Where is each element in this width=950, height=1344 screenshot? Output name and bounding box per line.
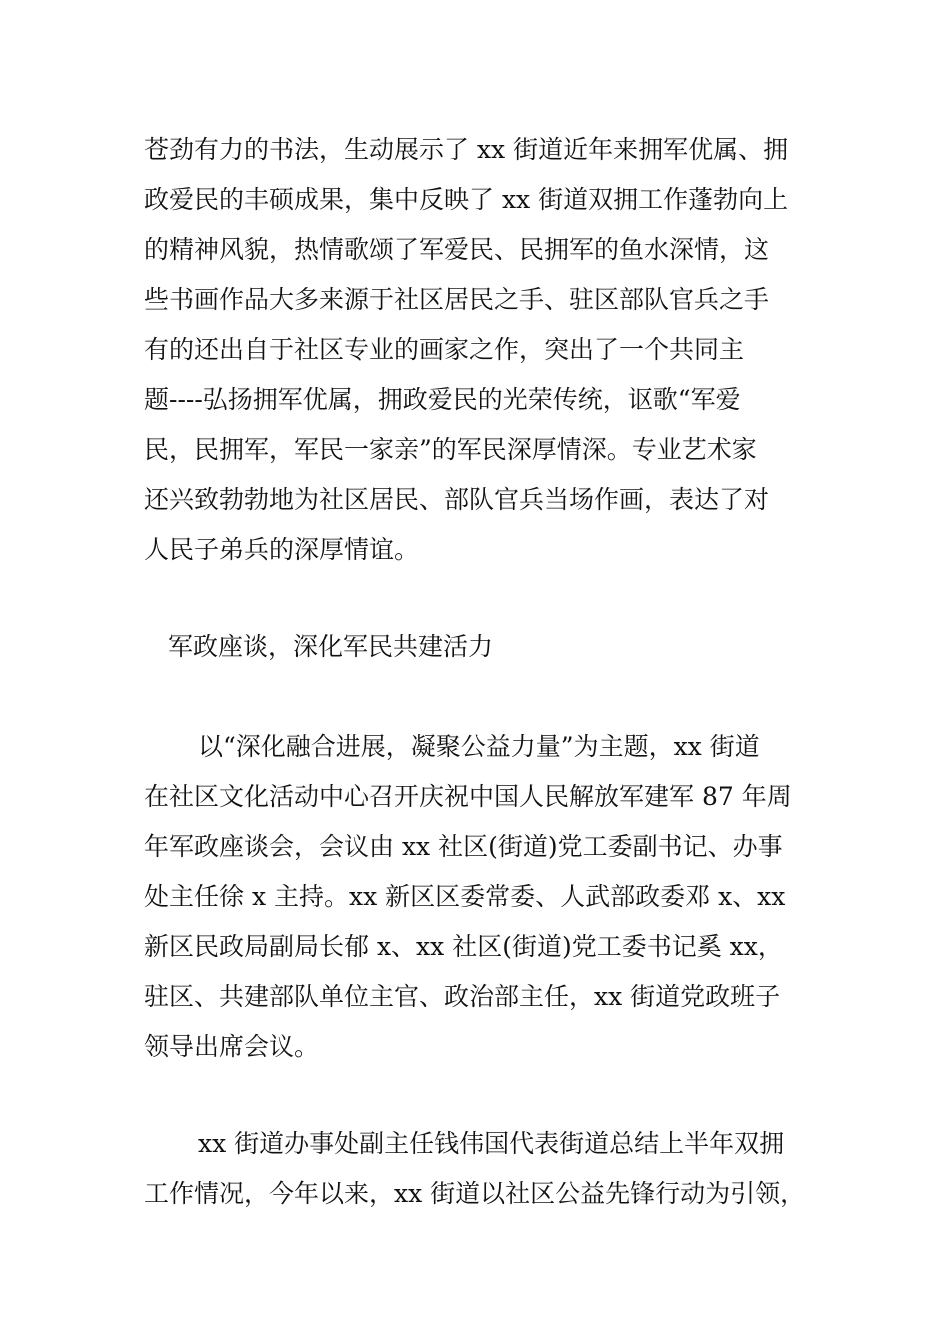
paragraph-intro-tail — [144, 125, 824, 575]
text-line: 人民子弟兵的深厚情谊。 — [144, 535, 420, 564]
text-line: 民，民拥军，军民一家亲”的军民深厚情深。专业艺术家 — [144, 435, 757, 464]
section-heading — [144, 622, 824, 672]
text-line: 领导出席会议。 — [144, 1032, 320, 1061]
text-line: 以“深化融合进展，凝聚公益力量”为主题，xx 街道 — [198, 732, 760, 761]
text-line: 些书画作品大多来源于社区居民之手、驻区部队官兵之手 — [144, 285, 770, 314]
text-line: 年军政座谈会，会议由 xx 社区(街道)党工委副书记、办事 — [144, 832, 783, 861]
text-line: 苍劲有力的书法，生动展示了 xx 街道近年来拥军优属、拥 — [144, 135, 789, 164]
text-line: 政爱民的丰硕成果，集中反映了 xx 街道双拥工作蓬勃向上 — [144, 185, 789, 214]
text-line: 的精神风貌，热情歌颂了军爱民、民拥军的鱼水深情，这 — [144, 235, 770, 264]
text-line: 处主任徐 x 主持。xx 新区区委常委、人武部政委邓 x、xx — [144, 882, 786, 911]
text-line: xx 街道办事处副主任钱伟国代表街道总结上半年双拥 — [198, 1129, 785, 1158]
text-line: 新区民政局副局长郁 x、xx 社区(街道)党工委书记奚 xx， — [144, 932, 783, 961]
text-line: 在社区文化活动中心召开庆祝中国人民解放军建军 87 年周 — [144, 782, 792, 811]
text-line: 工作情况，今年以来，xx 街道以社区公益先锋行动为引领， — [144, 1179, 806, 1208]
paragraph-symposium — [144, 722, 824, 1072]
paragraph-summary — [144, 1119, 824, 1219]
text-line: 还兴致勃勃地为社区居民、部队官兵当场作画，表达了对 — [144, 485, 770, 514]
section-heading-text: 军政座谈，深化军民共建活力 — [168, 632, 494, 661]
text-line: 有的还出自于社区专业的画家之作，突出了一个共同主 — [144, 335, 745, 364]
text-line: 驻区、共建部队单位主官、政治部主任，xx 街道党政班子 — [144, 982, 781, 1011]
text-line: 题----弘扬拥军优属，拥政爱民的光荣传统，讴歌“军爱 — [144, 385, 741, 414]
